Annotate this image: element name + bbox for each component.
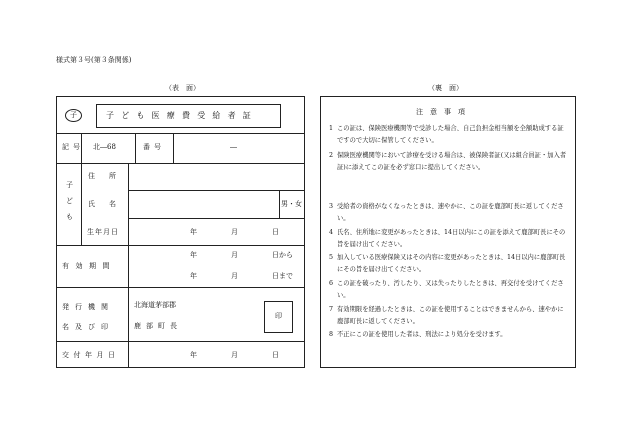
issue-date-label: 交付年月日 — [62, 351, 120, 359]
back-caption: （裏 面） — [428, 84, 463, 92]
bango-label: 番号 — [143, 143, 165, 151]
note-item-5 — [329, 252, 569, 276]
issuer-label-1: 発行機関 — [62, 303, 114, 311]
name-label: 氏 名 — [88, 200, 116, 208]
birth-day-unit: 日 — [272, 228, 279, 236]
note-text: この証を破ったり、汚したり、又は失ったりしたときは、再交付を受けてください。 — [337, 280, 564, 299]
issuer-label-2: 名及び印 — [62, 323, 114, 331]
note-text: 氏名、住所地に変更があったときは、14日以内にこの証を添えて鹿部町長にその旨を届け出てください。 — [337, 229, 566, 248]
address-label: 住 所 — [88, 172, 116, 180]
note-number: 1 — [329, 125, 334, 132]
child-label-1: 子 — [66, 181, 73, 189]
issuer-mayor: 鹿部町長 — [134, 322, 182, 330]
child-label-2: ど — [66, 197, 73, 205]
valid-to-year-unit: 年 — [190, 272, 197, 280]
child-label-3: も — [66, 213, 73, 221]
gender-option: 男・女 — [281, 200, 302, 208]
note-number: 4 — [329, 229, 334, 236]
valid-to-month-unit: 月 — [231, 272, 238, 280]
issue-month-unit: 月 — [231, 351, 238, 359]
note-item-6 — [329, 278, 569, 302]
bango-value: ― — [230, 143, 237, 151]
note-text: 有効期限を経過したときは、この証を使用することはできませんから、速やかに鹿部町長に返してください。 — [337, 306, 564, 325]
issue-year-unit: 年 — [190, 351, 197, 359]
title-box — [96, 104, 281, 128]
note-number: 2 — [329, 152, 334, 159]
note-text: 保険医療機関等において診療を受ける場合は、被保険者証(又は組合員証・加入者証)に添えてこの証を必ず窓口に提出してください。 — [337, 152, 567, 171]
note-number: 8 — [329, 331, 334, 338]
valid-from-month-unit: 月 — [231, 251, 238, 259]
note-item-7 — [329, 304, 569, 328]
issuer-org: 北海道茅部郡 — [134, 301, 176, 309]
note-number: 3 — [329, 203, 334, 210]
note-text: 受給者の資格がなくなったときは、速やかに、この証を鹿部町長に返してください。 — [337, 203, 564, 222]
note-text: 加入している医療保険又はその内容に変更があったときは、14日以内に鹿部町長にその旨を届け出てください。 — [337, 254, 566, 273]
child-mark-text: 子 — [70, 111, 77, 119]
back-card — [320, 96, 576, 368]
form-label: 様式第３号(第３条関係) — [56, 56, 132, 64]
valid-from-year-unit: 年 — [190, 251, 197, 259]
kigo-label: 記号 — [62, 143, 84, 151]
note-number: 6 — [329, 280, 334, 287]
issue-day-unit: 日 — [272, 351, 279, 359]
child-mark-icon — [65, 109, 82, 122]
note-number: 5 — [329, 254, 334, 261]
note-item-2 — [329, 150, 569, 174]
note-item-1 — [329, 123, 569, 147]
birth-year-unit: 年 — [190, 228, 197, 236]
note-item-4 — [329, 227, 569, 251]
birth-date-label: 生年月日 — [87, 228, 119, 236]
note-text: この証は、保険医療機関等で受診した場合、自己負担金相当額を全額助成する証ですので大切に保管してください。 — [337, 125, 564, 144]
notes-title: 注 意 事 項 — [416, 108, 465, 116]
kigo-value: 北―68 — [93, 143, 116, 151]
note-item-8 — [329, 329, 569, 341]
note-number: 7 — [329, 306, 334, 313]
birth-month-unit: 月 — [231, 228, 238, 236]
validity-label: 有効期間 — [62, 262, 116, 270]
seal-text: 印 — [275, 312, 282, 320]
card-title: 子ども医療費受給者証 — [106, 111, 258, 120]
note-text: 不正にこの証を使用した者は、刑法により処分を受けます。 — [337, 331, 507, 338]
note-item-3 — [329, 201, 569, 225]
valid-to-suffix: 日まで — [272, 272, 293, 280]
seal-box — [264, 301, 293, 333]
valid-from-suffix: 日から — [272, 251, 293, 259]
front-card — [56, 96, 305, 368]
front-caption: （表 面） — [165, 84, 200, 92]
